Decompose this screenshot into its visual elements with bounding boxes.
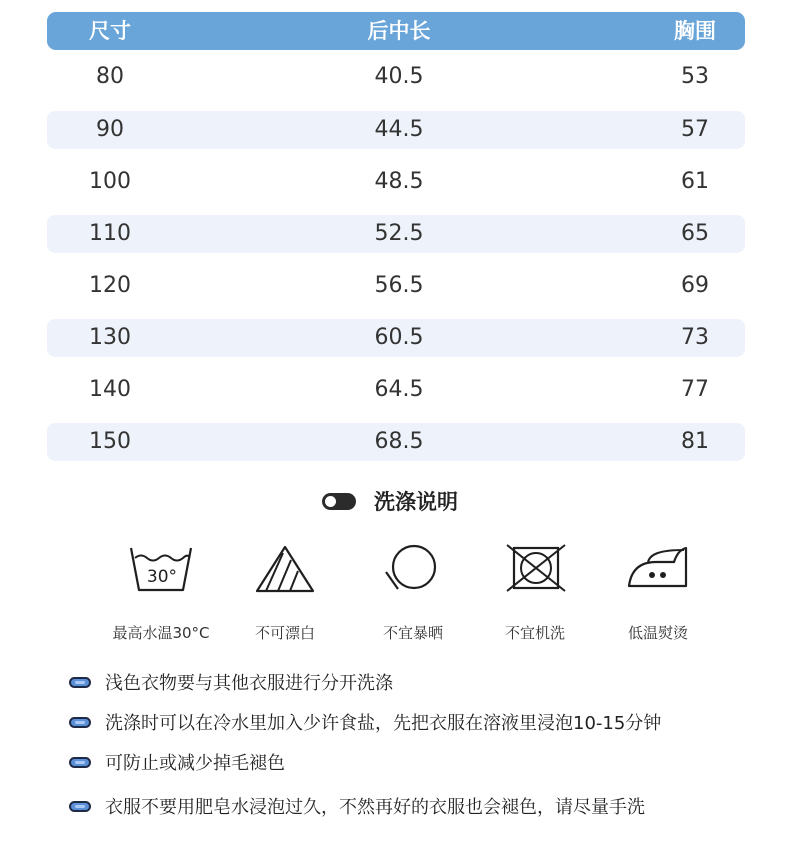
cell-back-length: 44.5 — [374, 117, 424, 142]
wash-title-text: 洗涤说明 — [374, 490, 458, 514]
cell-back-length: 64.5 — [374, 377, 424, 402]
note-text: 衣服不要用肥皂水浸泡过久，不然再好的衣服也会褪色，请尽量手洗 — [105, 797, 645, 818]
cell-back-length: 48.5 — [374, 169, 424, 194]
icon-label: 不宜暴晒 — [382, 624, 443, 642]
cell-size: 80 — [96, 64, 124, 89]
low-iron-icon — [626, 544, 690, 592]
cell-chest: 57 — [681, 117, 709, 142]
cell-chest: 61 — [681, 169, 709, 194]
cell-size: 100 — [89, 169, 131, 194]
note-text: 可防止或减少掉毛褪色 — [105, 753, 285, 774]
cell-chest: 69 — [681, 273, 709, 298]
cell-size: 140 — [89, 377, 131, 402]
wash-section-title — [322, 486, 458, 516]
icon-label: 不可漂白 — [254, 624, 315, 642]
cell-size: 110 — [89, 221, 131, 246]
cell-back-length: 52.5 — [374, 221, 424, 246]
header-size: 尺寸 — [89, 19, 131, 43]
bullet-icon — [69, 717, 91, 728]
icon-label: 低温熨烫 — [627, 624, 688, 642]
note-text: 洗涤时可以在冷水里加入少许食盐，先把衣服在溶液里浸泡10-15分钟 — [105, 713, 662, 734]
cell-back-length: 56.5 — [374, 273, 424, 298]
header-back-length: 后中长 — [367, 19, 431, 43]
note-text: 浅色衣物要与其他衣服进行分开洗涤 — [105, 673, 393, 694]
list-item — [69, 792, 645, 820]
list-item — [69, 748, 285, 776]
table-row — [47, 267, 745, 305]
icon-label: 不宜机洗 — [504, 624, 565, 642]
no-bleach-icon — [254, 544, 316, 594]
header-chest: 胸围 — [674, 19, 716, 43]
table-row — [47, 163, 745, 201]
cell-size: 150 — [89, 429, 131, 454]
bullet-icon — [69, 677, 91, 688]
table-row — [47, 111, 745, 149]
wash-temperature-text: 30° — [146, 567, 178, 587]
table-row — [47, 371, 745, 409]
cell-back-length: 68.5 — [374, 429, 424, 454]
icon-label: 最高水温30°C — [112, 624, 210, 642]
size-table-header — [47, 12, 745, 50]
table-row — [47, 215, 745, 253]
bullet-icon — [69, 757, 91, 768]
cell-size: 130 — [89, 325, 131, 350]
table-row — [47, 319, 745, 357]
cell-size: 90 — [96, 117, 124, 142]
cell-size: 120 — [89, 273, 131, 298]
list-item — [69, 708, 661, 736]
cell-back-length: 60.5 — [374, 325, 424, 350]
table-row — [47, 423, 745, 461]
no-sun-dry-icon — [382, 542, 442, 596]
wash-30-icon — [128, 544, 194, 594]
no-tumble-dry-icon — [504, 542, 568, 594]
bullet-icon — [69, 801, 91, 812]
toggle-icon — [322, 493, 356, 510]
list-item — [69, 668, 393, 696]
cell-chest: 73 — [681, 325, 709, 350]
cell-back-length: 40.5 — [374, 64, 424, 89]
cell-chest: 81 — [681, 429, 709, 454]
cell-chest: 65 — [681, 221, 709, 246]
cell-chest: 77 — [681, 377, 709, 402]
cell-chest: 53 — [681, 64, 709, 89]
table-row — [47, 58, 745, 96]
